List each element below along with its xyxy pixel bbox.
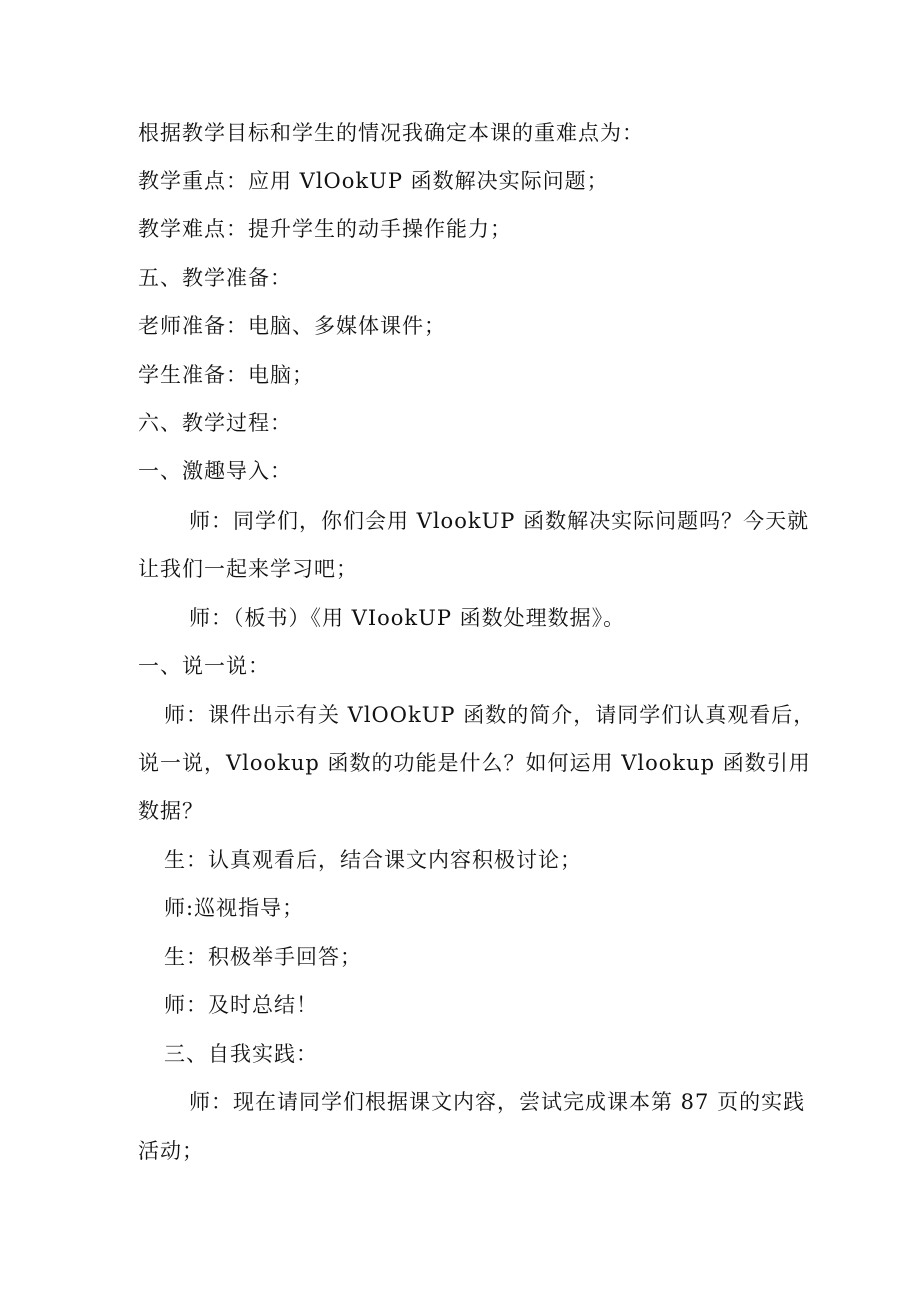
text-line: 学生准备：电脑； <box>138 363 314 387</box>
section-heading: 一、说一说： <box>138 654 270 678</box>
text-line: 师：同学们，你们会用 VlookUP 函数解决实际问题吗？今天就 <box>189 509 810 533</box>
text-line: 师：现在请同学们根据课文内容，尝试完成课本第 87 页的实践 <box>189 1090 806 1114</box>
text-line: 教学重点：应用 VlOokUP 函数解决实际问题； <box>138 169 609 193</box>
text-line: 教学难点：提升学生的动手操作能力； <box>138 217 512 241</box>
text-line: 根据教学目标和学生的情况我确定本课的重难点为： <box>138 121 644 145</box>
section-heading: 六、教学过程： <box>138 411 292 435</box>
text-line: 生：认真观看后，结合课文内容积极讨论； <box>164 848 582 872</box>
section-heading: 一、激趣导入： <box>138 459 292 483</box>
text-line: 说一说，Vlookup 函数的功能是什么？如何运用 Vlookup 函数引用 <box>138 751 811 775</box>
text-line: 生：积极举手回答； <box>164 945 362 969</box>
section-heading: 三、自我实践： <box>164 1042 318 1066</box>
text-line: 师:巡视指导； <box>164 896 305 920</box>
text-line: 让我们一起来学习吧； <box>138 557 358 581</box>
text-line: 师：（板书）《用 VIookUP 函数处理数据》。 <box>189 606 626 630</box>
text-line: 活动； <box>138 1139 204 1163</box>
text-line: 老师准备：电脑、多媒体课件； <box>138 314 446 338</box>
text-line: 数据？ <box>138 799 204 823</box>
text-line: 师：及时总结！ <box>164 993 318 1017</box>
text-line: 师：课件出示有关 VlOOkUP 函数的简介，请同学们认真观看后， <box>164 703 816 727</box>
section-heading: 五、教学准备： <box>138 266 292 290</box>
